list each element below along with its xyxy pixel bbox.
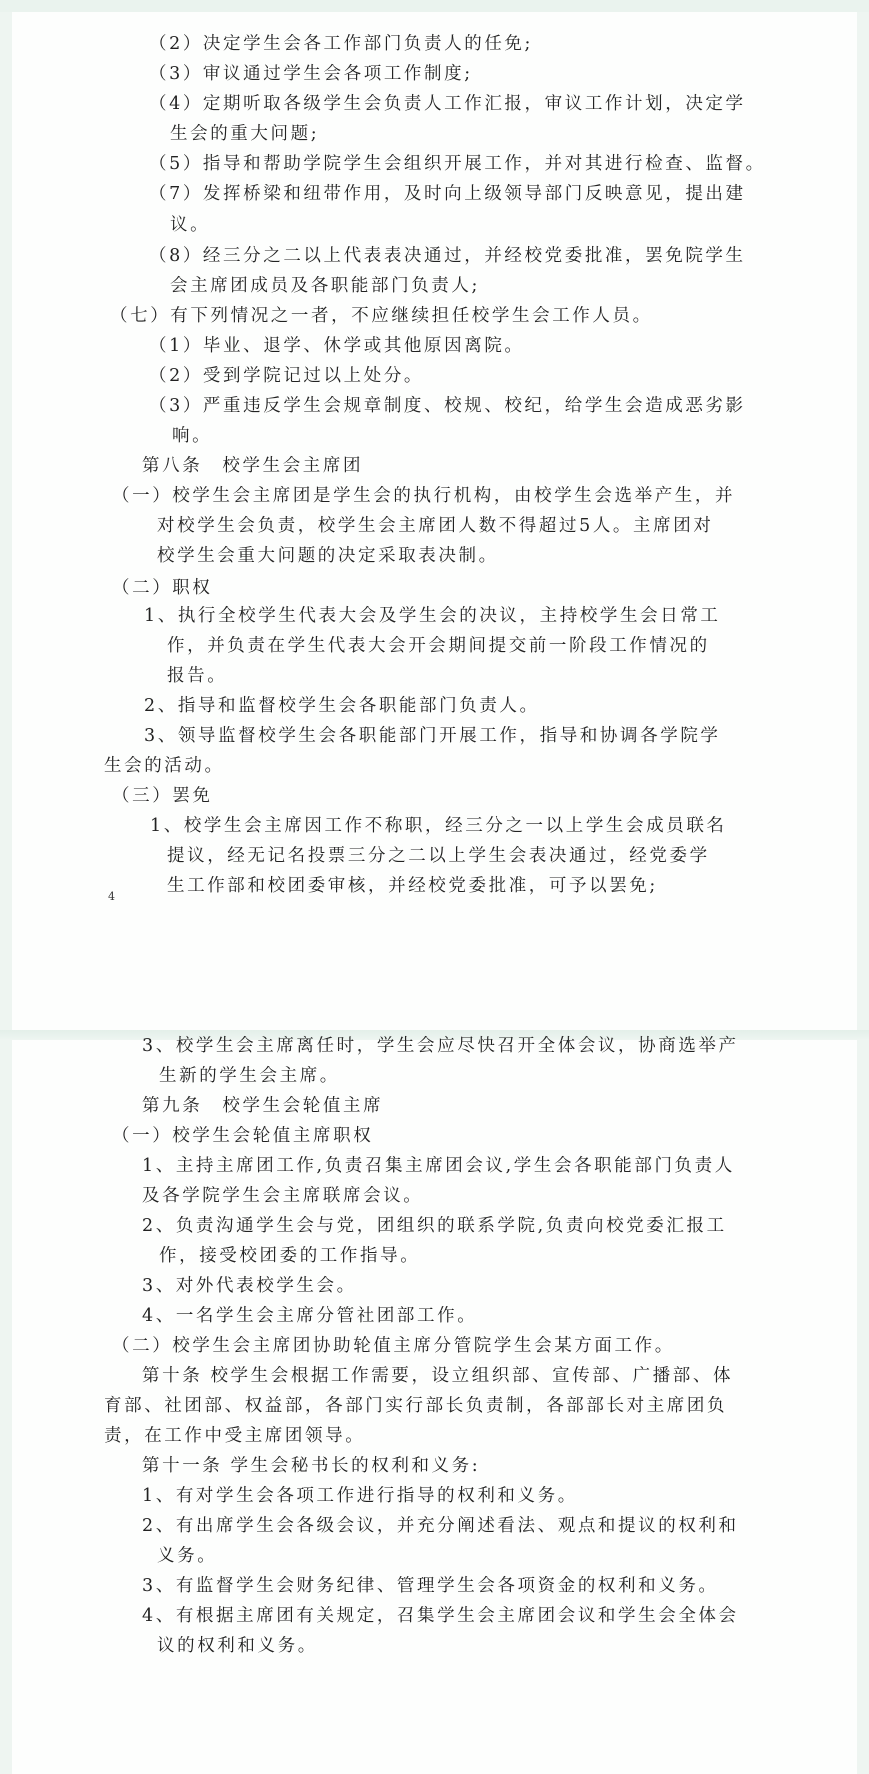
text-line: （一）校学生会主席团是学生会的执行机构，由校学生会选举产生，并 <box>112 486 736 506</box>
text-line: 3、领导监督校学生会各职能部门开展工作，指导和协调各学院学 <box>144 726 721 746</box>
text-line: （5）指导和帮助学院学生会组织开展工作，并对其进行检查、监督。 <box>149 154 766 174</box>
text-line: 校学生会重大问题的决定采取表决制。 <box>157 546 499 566</box>
text-line: 提议，经无记名投票三分之二以上学生会表决通过，经党委学 <box>167 846 710 866</box>
text-line: 4、有根据主席团有关规定，召集学生会主席团会议和学生会全体会 <box>142 1606 739 1626</box>
text-line: 议。 <box>170 215 211 235</box>
text-line: （二）校学生会主席团协助轮值主席分管院学生会某方面工作。 <box>112 1336 675 1356</box>
text-line: 会主席团成员及各职能部门负责人; <box>170 276 480 296</box>
text-line: （七）有下列情况之一者，不应继续担任校学生会工作人员。 <box>110 306 653 326</box>
text-line: （2）决定学生会各工作部门负责人的任免; <box>149 34 534 54</box>
text-line: 1、执行全校学生代表大会及学生会的决议，主持校学生会日常工 <box>144 606 721 626</box>
text-line: 响。 <box>172 426 213 446</box>
text-line: 3、有监督学生会财务纪律、管理学生会各项资金的权利和义务。 <box>142 1576 719 1596</box>
text-line: 育部、社团部、权益部，各部门实行部长负责制，各部部长对主席团负 <box>104 1396 728 1416</box>
text-line: 生会的重大问题; <box>170 124 320 144</box>
text-line: （1）毕业、退学、休学或其他原因离院。 <box>149 336 525 356</box>
text-line: 生会的活动。 <box>104 756 225 776</box>
text-line: 第八条 校学生会主席团 <box>142 456 364 476</box>
text-line: （2）受到学院记过以上处分。 <box>149 366 425 386</box>
text-line: （一）校学生会轮值主席职权 <box>112 1126 374 1146</box>
text-line: 作，并负责在学生代表大会开会期间提交前一阶段工作情况的 <box>167 636 710 656</box>
text-line: 生新的学生会主席。 <box>159 1066 340 1086</box>
text-line: 第九条 校学生会轮值主席 <box>142 1096 384 1116</box>
page-number: 4 <box>108 890 115 903</box>
text-line: 作，接受校团委的工作指导。 <box>159 1246 421 1266</box>
text-line: 2、指导和监督校学生会各职能部门负责人。 <box>144 696 540 716</box>
text-line: 1、主持主席团工作,负责召集主席团会议,学生会各职能部门负责人 <box>142 1156 735 1176</box>
text-line: （7）发挥桥梁和纽带作用，及时向上级领导部门反映意见，提出建 <box>149 184 746 204</box>
text-line: 4、一名学生会主席分管社团部工作。 <box>142 1306 478 1326</box>
text-line: 生工作部和校团委审核，并经校党委批准，可予以罢免; <box>167 876 658 896</box>
text-line: 第十条 校学生会根据工作需要，设立组织部、宣传部、广播部、体 <box>142 1366 734 1386</box>
text-line: 义务。 <box>157 1546 218 1566</box>
text-line: 1、有对学生会各项工作进行指导的权利和义务。 <box>142 1486 578 1506</box>
text-line: 第十一条 学生会秘书长的权利和义务: <box>142 1456 481 1476</box>
text-line: 3、校学生会主席离任时，学生会应尽快召开全体会议，协商选举产 <box>142 1036 739 1056</box>
text-line: 2、有出席学生会各级会议，并充分阐述看法、观点和提议的权利和 <box>142 1516 739 1536</box>
text-line: 2、负责沟通学生会与党，团组织的联系学院,负责向校党委汇报工 <box>142 1216 727 1236</box>
text-line: （3）审议通过学生会各项工作制度; <box>149 64 473 84</box>
text-line: 对校学生会负责，校学生会主席团人数不得超过5人。主席团对 <box>157 516 714 536</box>
document-page-5 <box>12 1036 857 1774</box>
text-line: （二）职权 <box>112 578 213 598</box>
text-line: （8）经三分之二以上代表表决通过，并经校党委批准，罢免院学生 <box>149 246 746 266</box>
document-page-4 <box>12 12 857 1030</box>
text-line: 3、对外代表校学生会。 <box>142 1276 357 1296</box>
text-line: 及各学院学生会主席联席会议。 <box>142 1186 424 1206</box>
text-line: （三）罢免 <box>112 786 213 806</box>
text-line: 报告。 <box>167 666 228 686</box>
text-line: 议的权利和义务。 <box>157 1636 318 1656</box>
text-line: 1、校学生会主席因工作不称职，经三分之一以上学生会成员联名 <box>150 816 727 836</box>
text-line: （4）定期听取各级学生会负责人工作汇报，审议工作计划，决定学 <box>149 94 746 114</box>
text-line: （3）严重违反学生会规章制度、校规、校纪，给学生会造成恶劣影 <box>149 396 746 416</box>
text-line: 责，在工作中受主席团领导。 <box>104 1426 366 1446</box>
top-margin <box>0 0 869 12</box>
